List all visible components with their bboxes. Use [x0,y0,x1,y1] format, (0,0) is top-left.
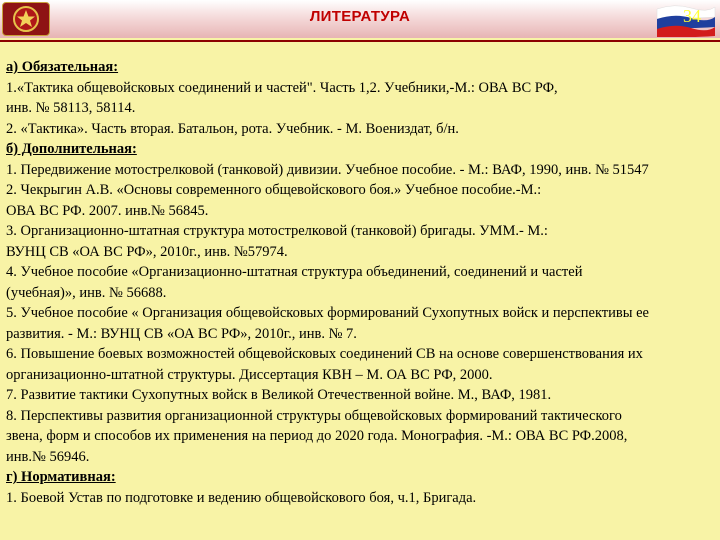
military-emblem-icon [2,2,50,36]
page-number: 34 [683,6,701,26]
list-item: звена, форм и способов их применения на период до 2020 года. Монография. -М.: ОВА ВС РФ.2008, [6,428,628,444]
list-item: ВУНЦ СВ «ОА ВС РФ», 2010г., инв. №57974. [6,243,288,260]
section-heading-mandatory: а) Обязательная: [6,59,119,75]
slide-header [0,0,720,38]
page-title: ЛИТЕРАТУРА [309,8,411,25]
list-item: развития. - М.: ВУНЦ СВ «ОА ВС РФ», 2010г., инв. № 7. [6,325,357,342]
section-heading-normative: г) Нормативная: [6,469,116,485]
list-item: 7. Развитие тактики Сухопутных войск в Великой Отечественной войне. М., ВАФ, 1981. [6,387,552,403]
list-item: 1. Передвижение мотострелковой (танковой) дивизии. Учебное пособие. - М.: ВАФ, 1990, инв. № 51547 [6,161,649,178]
list-item: (учебная)», инв. № 56688. [6,284,167,301]
list-item: 3. Организационно-штатная структура мотострелковой (танковой) бригады. УММ.- М.: [6,223,548,239]
literature-list [6,57,720,508]
list-item: 8. Перспективы развития организационной структуры общевойсковых формирований тактического [6,407,622,424]
list-item: инв. № 58113, 58114. [6,100,136,116]
list-item: ОВА ВС РФ. 2007. инв.№ 56845. [6,202,209,219]
list-item: инв.№ 56946. [6,448,90,465]
header-divider [0,40,720,42]
list-item: организационно-штатной структуры. Диссертация КВН – М. ОА ВС РФ, 2000. [6,366,493,383]
section-heading-additional: б) Дополнительная: [6,141,137,157]
list-item: 1. Боевой Устав по подготовке и ведению общевойскового боя, ч.1, Бригада. [6,489,477,506]
list-item: 2. Чекрыгин А.В. «Основы современного общевойскового боя.» Учебное пособие.-М.: [6,182,542,198]
list-item: 2. «Тактика». Часть вторая. Батальон, рота. Учебник. - М. Воениздат, б/н. [6,120,459,137]
list-item: 5. Учебное пособие « Организация общевойсковых формирований Сухопутных войск и перспективы ее [6,305,649,321]
list-item: 6. Повышение боевых возможностей общевойсковых соединений СВ на основе совершенствования их [6,346,643,362]
list-item: 1.«Тактика общевойсковых соединений и частей". Часть 1,2. Учебники,-М.: ОВА ВС РФ, [6,79,558,96]
list-item: 4. Учебное пособие «Организационно-штатная структура объединений, соединений и частей [6,264,583,280]
